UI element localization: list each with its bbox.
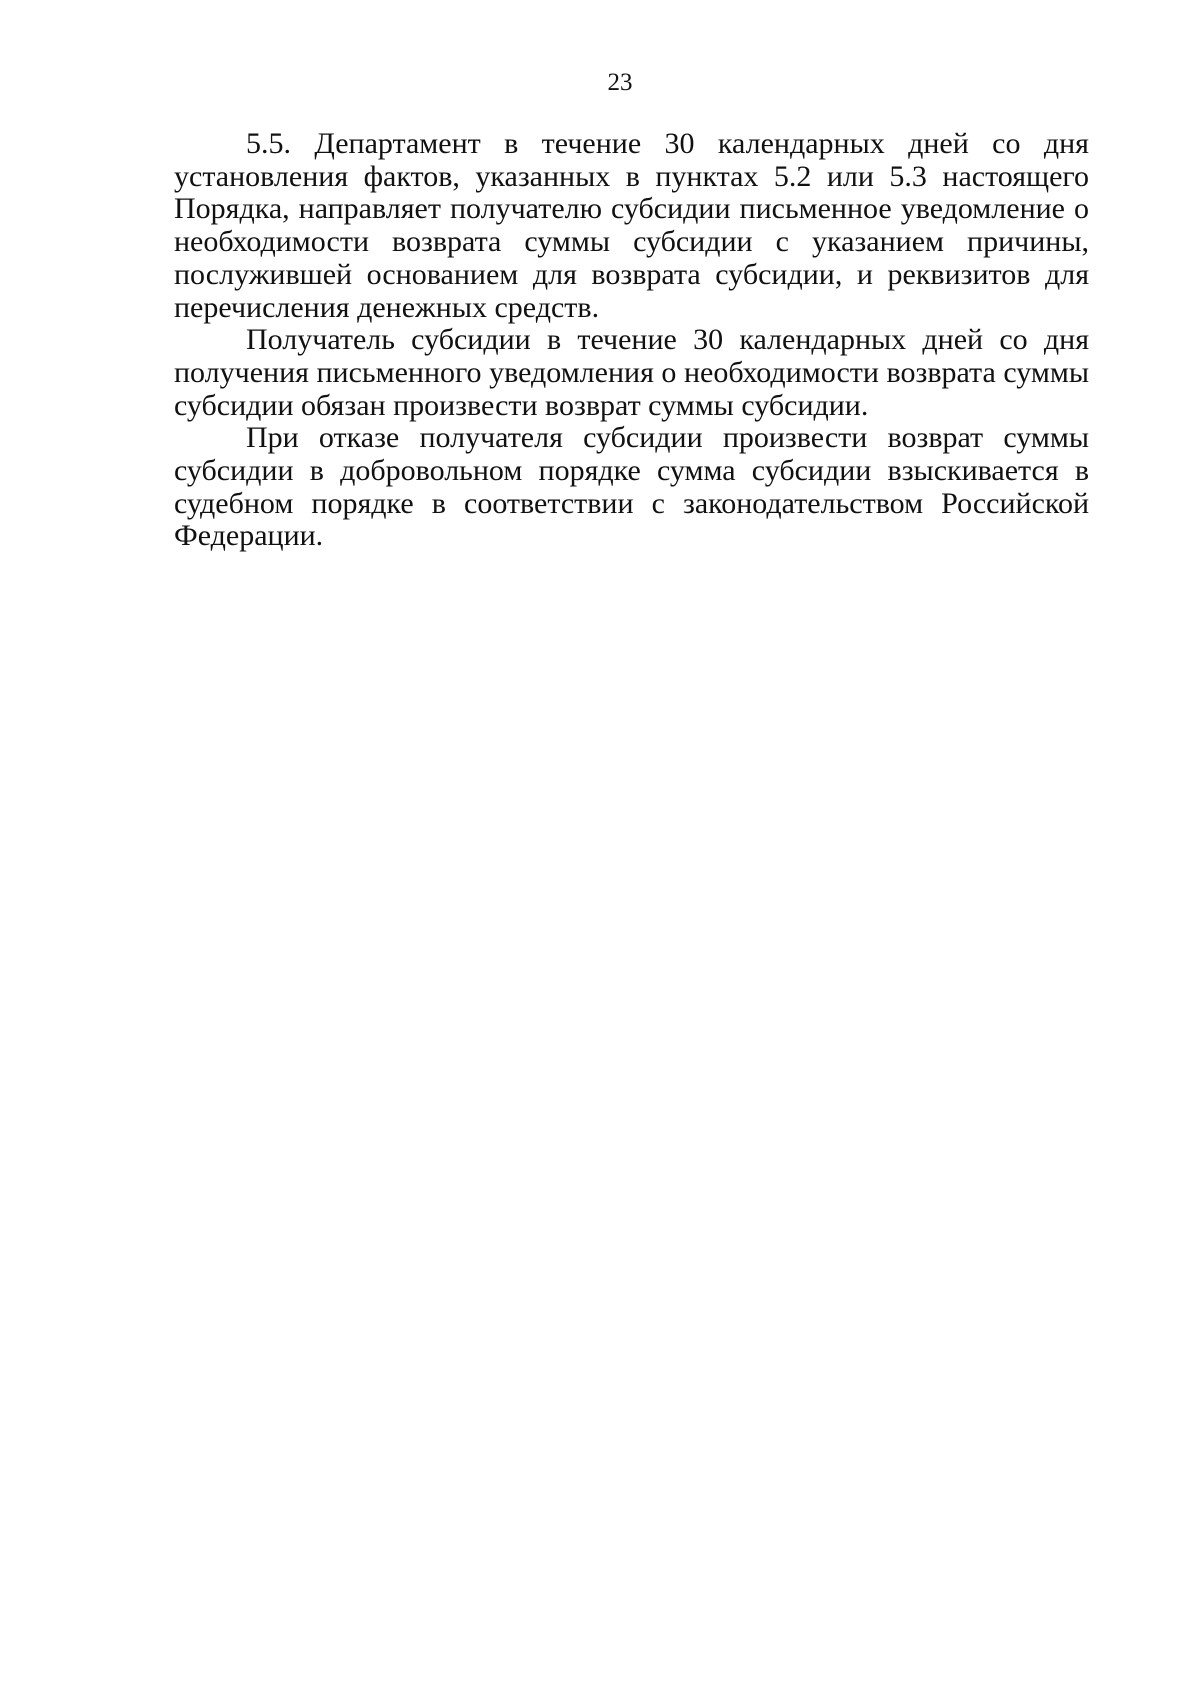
paragraph-recipient-obligation: Получатель субсидии в течение 30 календарных дней со дня получения письменного уведомления о необходимости возврата суммы субсидии обязан произвести возврат суммы субсидии. <box>174 323 1089 422</box>
document-body <box>174 128 1089 553</box>
paragraph-5-5: 5.5. Департамент в течение 30 календарных дней со дня установления фактов, указанных в пунктах 5.2 или 5.3 настоящего Порядка, направляет получателю субсидии письменное уведомление о необходимости возврата суммы субсидии с указанием причины, послужившей основанием для возврата субсидии, и реквизитов для перечисления денежных средств. <box>174 127 1089 324</box>
page-number: 23 <box>607 69 633 96</box>
paragraph-refusal-court: При отказе получателя субсидии произвести возврат суммы субсидии в добровольном порядке сумма субсидии взыскивается в судебном порядке в соответствии с законодательством Российской Федерации. <box>174 421 1089 553</box>
